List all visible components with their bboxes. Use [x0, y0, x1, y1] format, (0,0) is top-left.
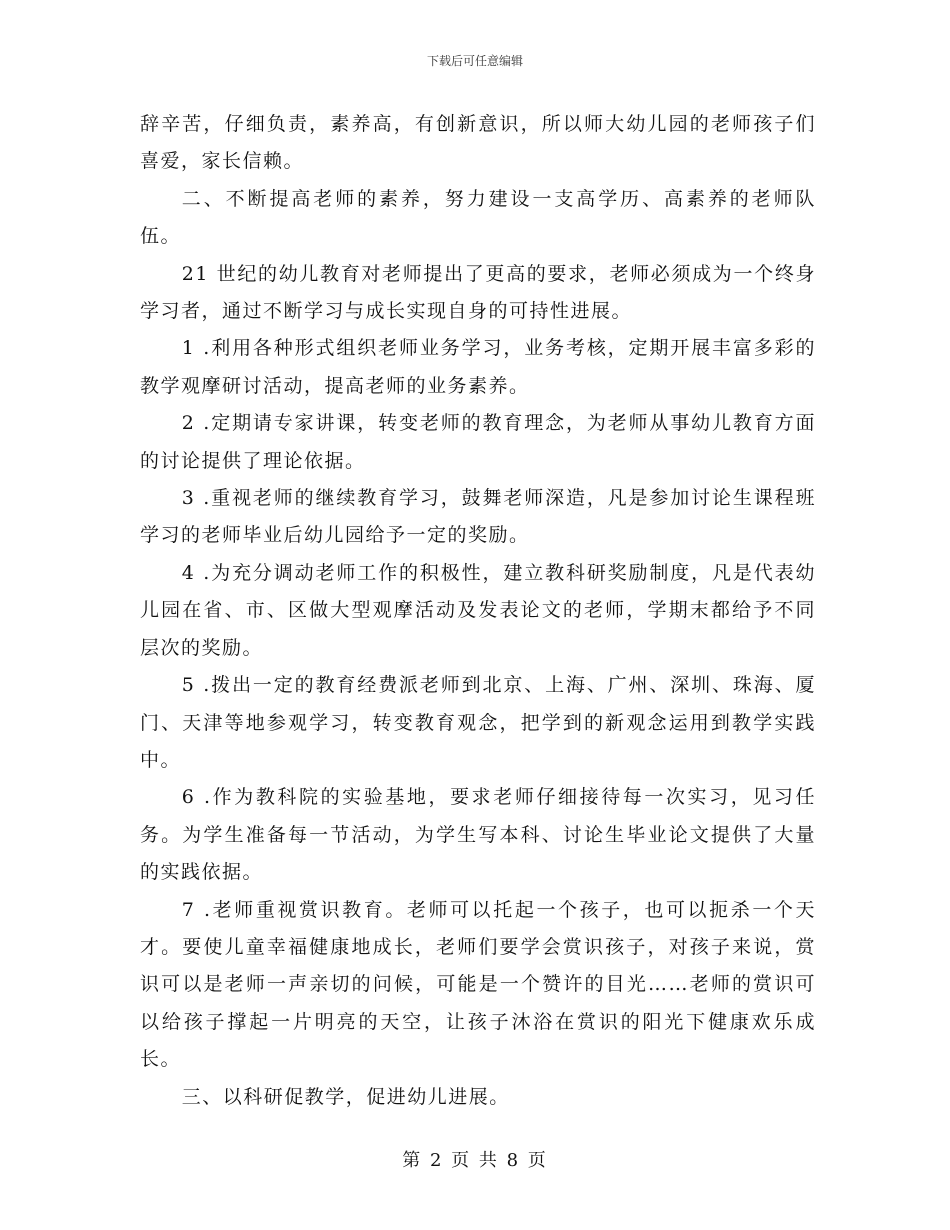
paragraph-item-6: 6 .作为教科院的实验基地，要求老师仔细接待每一次实习，见习任务。为学生准备每一节活动，为学生写本科、讨论生毕业论文提供了大量的实践依据。: [140, 786, 816, 884]
paragraph-item-1: 1 .利用各种形式组织老师业务学习，业务考核，定期开展丰富多彩的教学观摩研讨活动，提高老师的业务素养。: [140, 337, 816, 397]
paragraph-intro: 21 世纪的幼儿教育对老师提出了更高的要求，老师必须成为一个终身学习者，通过不断学习与成长实现自身的可持性进展。: [140, 262, 816, 323]
paragraph-section-three-heading: 三、以科研促教学，促进幼儿进展。: [181, 1085, 510, 1108]
document-body: [140, 106, 816, 1116]
paragraph-item-2: 2 .定期请专家讲课，转变老师的教育理念，为老师从事幼儿教育方面的讨论提供了理论依据。: [140, 412, 816, 472]
paragraph-continuation: 辞辛苦，仔细负责，素养高，有创新意识，所以师大幼儿园的老师孩子们喜爱，家长信赖。: [140, 113, 816, 173]
page-number-footer: 第 2 页 共 8 页: [402, 1150, 548, 1171]
paragraph-item-7: 7 .老师重视赏识教育。老师可以托起一个孩子，也可以扼杀一个天才。要使儿童幸福健康地成长，老师们要学会赏识孩子，对孩子来说，赏识可以是老师一声亲切的问候，可能是一个赞许的目光……老师的赏识可以给孩子撑起一片明亮的天空，让孩子沐浴在赏识的阳光下健康欢乐成长。: [140, 898, 816, 1071]
paragraph-item-5: 5 .拨出一定的教育经费派老师到北京、上海、广州、深圳、珠海、厦门、天津等地参观学习，转变教育观念，把学到的新观念运用到教学实践中。: [140, 674, 816, 771]
paragraph-item-3: 3 .重视老师的继续教育学习，鼓舞老师深造，凡是参加讨论生课程班学习的老师毕业后幼儿园给予一定的奖励。: [140, 487, 816, 547]
paragraph-section-two-heading: 二、不断提高老师的素养，努力建设一支高学历、高素养的老师队伍。: [140, 187, 816, 248]
paragraph-item-4: 4 .为充分调动老师工作的积极性，建立教科研奖励制度，凡是代表幼儿园在省、市、区做大型观摩活动及发表论文的老师，学期末都给予不同层次的奖励。: [140, 561, 816, 659]
page-header-note: 下载后可任意编辑: [426, 54, 523, 68]
